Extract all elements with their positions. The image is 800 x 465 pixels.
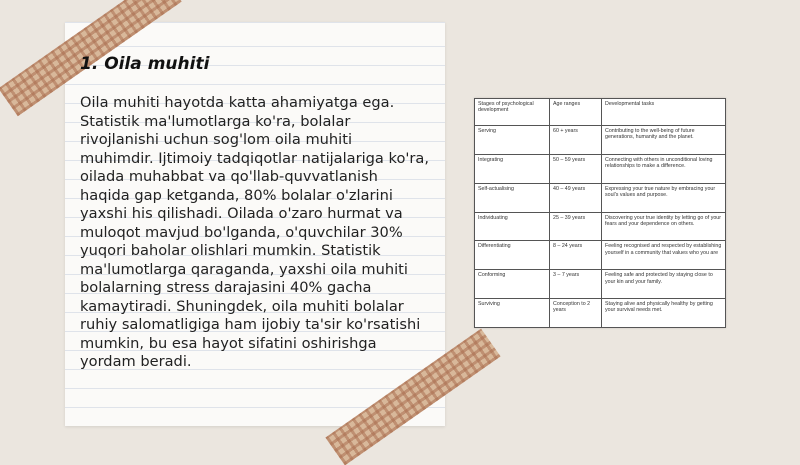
table-cell: 40 – 49 years [550, 183, 602, 212]
table-cell: Self-actualising [475, 183, 550, 212]
table-cell: Surviving [475, 299, 550, 328]
table-cell: 3 – 7 years [550, 270, 602, 299]
table-cell: Staying alive and physically healthy by getting your survival needs met. [602, 299, 726, 328]
slide-title: 1. Oila muhiti [80, 54, 210, 74]
table-cell: Discovering your true identity by letting go of your fears and your dependence on others. [602, 212, 726, 241]
table-cell: 50 – 59 years [550, 154, 602, 183]
table-cell: Differentiating [475, 241, 550, 270]
table-row [475, 241, 726, 270]
table-cell: 25 – 39 years [550, 212, 602, 241]
table-row [475, 126, 726, 155]
table-cell: Feeling recognised and respected by establishing yourself in a community that values who you are [602, 241, 726, 270]
table-cell: Connecting with others in unconditional loving relationships to make a difference. [602, 154, 726, 183]
table-cell: Conception to 2 years [550, 299, 602, 328]
table-cell: Expressing your true nature by embracing your soul's values and purpose. [602, 183, 726, 212]
table-cell: Conforming [475, 270, 550, 299]
table-cell: Integrating [475, 154, 550, 183]
table-row [475, 270, 726, 299]
slide-body-text: Oila muhiti hayotda katta ahamiyatga ega. Statistik ma'lumotlarga ko'ra, bolalar rivojlanishi uchun sog'lom oila muhiti muhimdir. Ijtimoiy tadqiqotlar natijalariga ko'ra, oilada muhabbat va qo'llab-quvvatlanish haqida gap ketganda, 80% bolalar o'zlarini yaxshi his qilishadi. Oilada o'zaro hurmat va muloqot mavjud bo'lganda, o'quvchilar 30% yuqori baholar olishlari mumkin. Statistik ma'lumotlarga qaraganda, yaxshi oila muhiti bolalarning stress darajasini 40% gacha kamaytiradi. Shuningdek, oila muhiti bolalar ruhiy salomatligiga ham ijobiy ta'sir ko'rsatishi mumkin, bu esa hayot sifatini oshirishga yordam beradi. [80, 94, 429, 370]
table-row [475, 212, 726, 241]
table-row [475, 299, 726, 328]
table-cell: Contributing to the well-being of future generations, humanity and the planet. [602, 126, 726, 155]
table-row [475, 183, 726, 212]
table-row [475, 154, 726, 183]
table-header-cell: Developmental tasks [602, 99, 726, 126]
table-cell: 8 – 24 years [550, 241, 602, 270]
table-cell: Individuating [475, 212, 550, 241]
table-cell: Feeling safe and protected by staying close to your kin and your family. [602, 270, 726, 299]
table-header-cell: Age ranges [550, 99, 602, 126]
table-cell: Serving [475, 126, 550, 155]
development-stages-table [474, 98, 726, 328]
table-header-row [475, 99, 726, 126]
table-cell: 60 + years [550, 126, 602, 155]
table-header-cell: Stages of psychological development [475, 99, 550, 126]
